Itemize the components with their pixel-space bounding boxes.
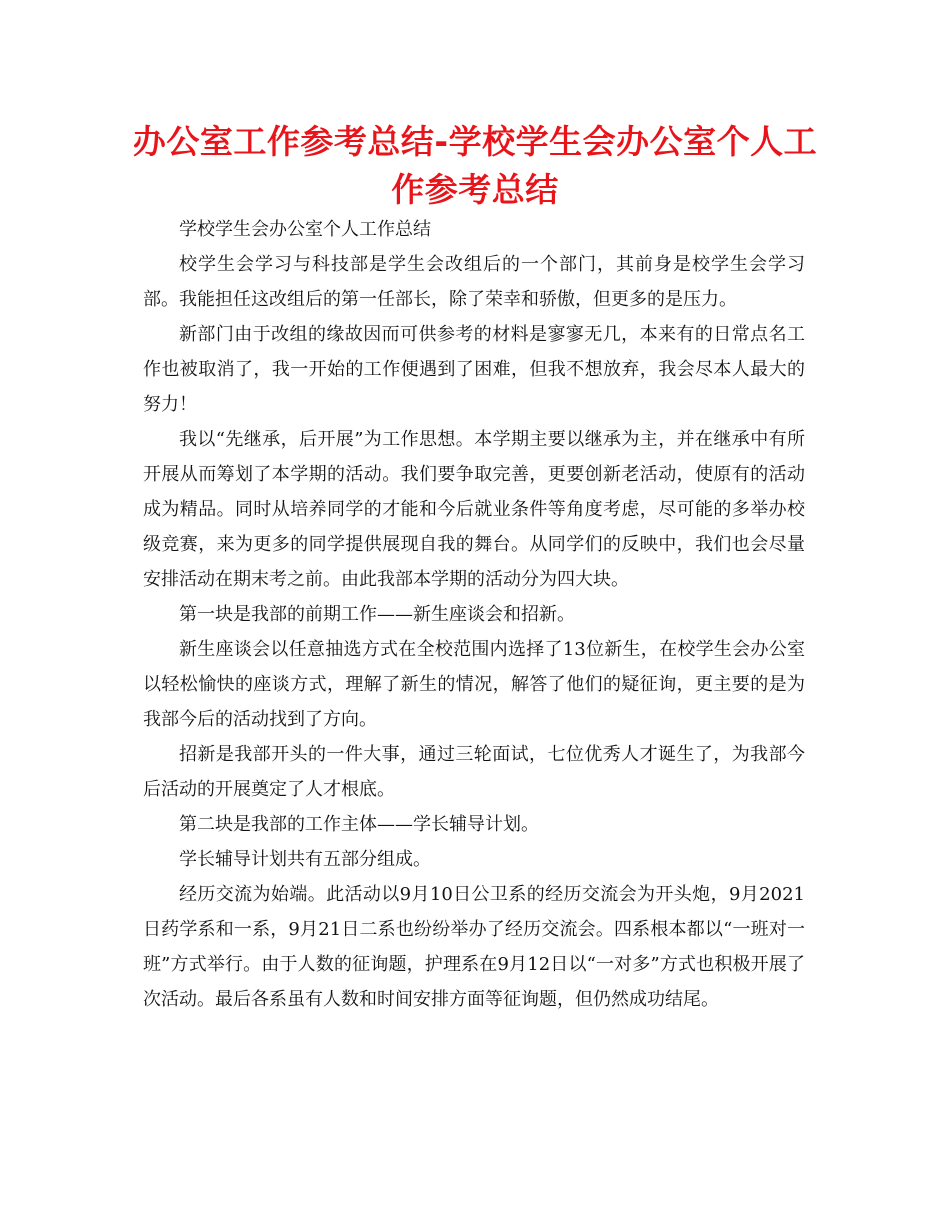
paragraph: 校学生会学习与科技部是学生会改组后的一个部门，其前身是校学生会学习部。我能担任这改组后的第一任部长，除了荣幸和骄傲，但更多的是压力。 xyxy=(143,254,805,310)
paragraph: 新部门由于改组的缘故因而可供参考的材料是寥寥无几，本来有的日常点名工作也被取消了，我一开始的工作便遇到了困难，但我不想放弃，我会尽本人最大的努力！ xyxy=(143,324,805,415)
paragraph: 我以“先继承，后开展”为工作思想。本学期主要以继承为主，并在继承中有所开展从而筹划了本学期的活动。我们要争取完善，更要创新老活动，使原有的活动成为精品。同时从培养同学的才能和今后就业条件等角度考虑，尽可能的多举办校级竞赛，来为更多的同学提供展现自我的舞台。从同学们的反映中，我们也会尽量安排活动在期末考之前。由此我部本学期的活动分为四大块。 xyxy=(143,429,805,590)
paragraph: 第一块是我部的前期工作——新生座谈会和招新。 xyxy=(179,604,575,625)
document-body xyxy=(143,212,805,1017)
paragraph: 学长辅导计划共有五部分组成。 xyxy=(179,849,431,870)
paragraph: 学校学生会办公室个人工作总结 xyxy=(179,219,431,240)
paragraph: 经历交流为始端。此活动以9月10日公卫系的经历交流会为开头炮，9月2021日药学系和一系，9月21日二系也纷纷举办了经历交流会。四系根本都以“一班对一班”方式举行。由于人数的征询题，护理系在9月12日以“一对多”方式也积极开展了次活动。最后各系虽有人数和时间安排方面等征询题，但仍然成功结尾。 xyxy=(143,884,805,1010)
paragraph: 第二块是我部的工作主体——学长辅导计划。 xyxy=(179,814,539,835)
paragraph: 新生座谈会以任意抽选方式在全校范围内选择了13位新生，在校学生会办公室以轻松愉快的座谈方式，理解了新生的情况，解答了他们的疑征询，更主要的是为我部今后的活动找到了方向。 xyxy=(143,639,805,730)
document-title: 办公室工作参考总结-学校学生会办公室个人工作参考总结 xyxy=(132,122,818,209)
paragraph: 招新是我部开头的一件大事，通过三轮面试，七位优秀人才诞生了，为我部今后活动的开展奠定了人才根底。 xyxy=(143,744,805,800)
